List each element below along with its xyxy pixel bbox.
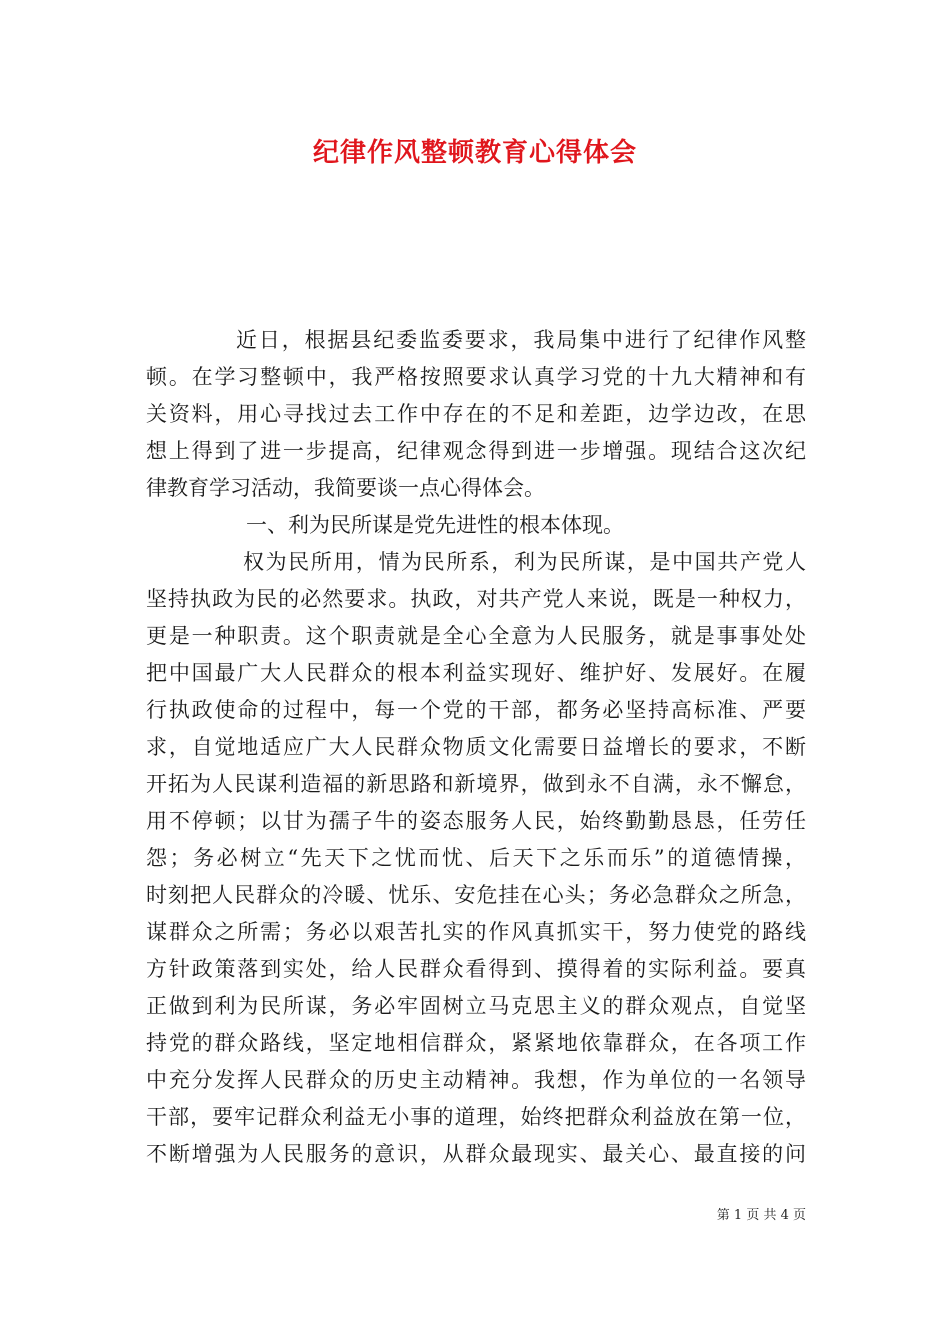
- page-number: 第 1 页 共 4 页: [716, 1208, 806, 1223]
- text-line: 开拓为人民谋利造福的新思路和新境界，做到永不自满，永不懈怠，: [146, 772, 806, 796]
- text-line: 持党的群众路线，坚定地相信群众，紧紧地依靠群众，在各项工作: [146, 1031, 806, 1055]
- text-line: 怨；务必树立“先天下之忧而忧、后天下之乐而乐”的道德情操，: [146, 846, 806, 870]
- text-line: 干部，要牢记群众利益无小事的道理，始终把群众利益放在第一位，: [146, 1105, 806, 1129]
- text-line: 求，自觉地适应广大人民群众物质文化需要日益增长的要求，不断: [146, 735, 806, 759]
- text-line: 顿。在学习整顿中，我严格按照要求认真学习党的十九大精神和有: [146, 365, 806, 389]
- text-line: 更是一种职责。这个职责就是全心全意为人民服务，就是事事处处: [146, 624, 806, 648]
- paragraph-main: [146, 544, 806, 1173]
- text-line: 坚持执政为民的必然要求。执政，对共产党人来说，既是一种权力，: [146, 587, 806, 611]
- section-heading: [146, 507, 806, 544]
- text-line: 谋群众之所需；务必以艰苦扎实的作风真抓实干，努力使党的路线: [146, 920, 806, 944]
- text-line: 正做到利为民所谋，务必牢固树立马克思主义的群众观点，自觉坚: [146, 994, 806, 1018]
- text-line: 律教育学习活动，我简要谈一点心得体会。: [146, 476, 545, 500]
- text-line: 不断增强为人民服务的意识，从群众最现实、最关心、最直接的问: [146, 1142, 806, 1166]
- text-line: 行执政使命的过程中，每一个党的干部，都务必坚持高标准、严要: [146, 698, 806, 722]
- paragraph-intro: [146, 322, 806, 507]
- text-line: 方针政策落到实处，给人民群众看得到、摸得着的实际利益。要真: [146, 957, 806, 981]
- document-title: 纪律作风整顿教育心得体会: [312, 138, 637, 168]
- text-line: 一、利为民所谋是党先进性的根本体现。: [246, 513, 624, 537]
- text-line: 权为民所用，情为民所系，利为民所谋，是中国共产党人: [243, 550, 806, 574]
- text-line: 把中国最广大人民群众的根本利益实现好、维护好、发展好。在履: [146, 661, 806, 685]
- text-line: 用不停顿；以甘为孺子牛的姿态服务人民，始终勤勤恳恳，任劳任: [146, 809, 806, 833]
- text-line: 关资料，用心寻找过去工作中存在的不足和差距，边学边改，在思: [146, 402, 806, 426]
- text-line: 近日，根据县纪委监委要求，我局集中进行了纪律作风整: [236, 328, 806, 352]
- document-body: [146, 322, 806, 1173]
- text-line: 想上得到了进一步提高，纪律观念得到进一步增强。现结合这次纪: [146, 439, 806, 463]
- text-line: 时刻把人民群众的冷暖、忧乐、安危挂在心头；务必急群众之所急，: [146, 883, 806, 907]
- text-line: 中充分发挥人民群众的历史主动精神。我想，作为单位的一名领导: [146, 1068, 806, 1092]
